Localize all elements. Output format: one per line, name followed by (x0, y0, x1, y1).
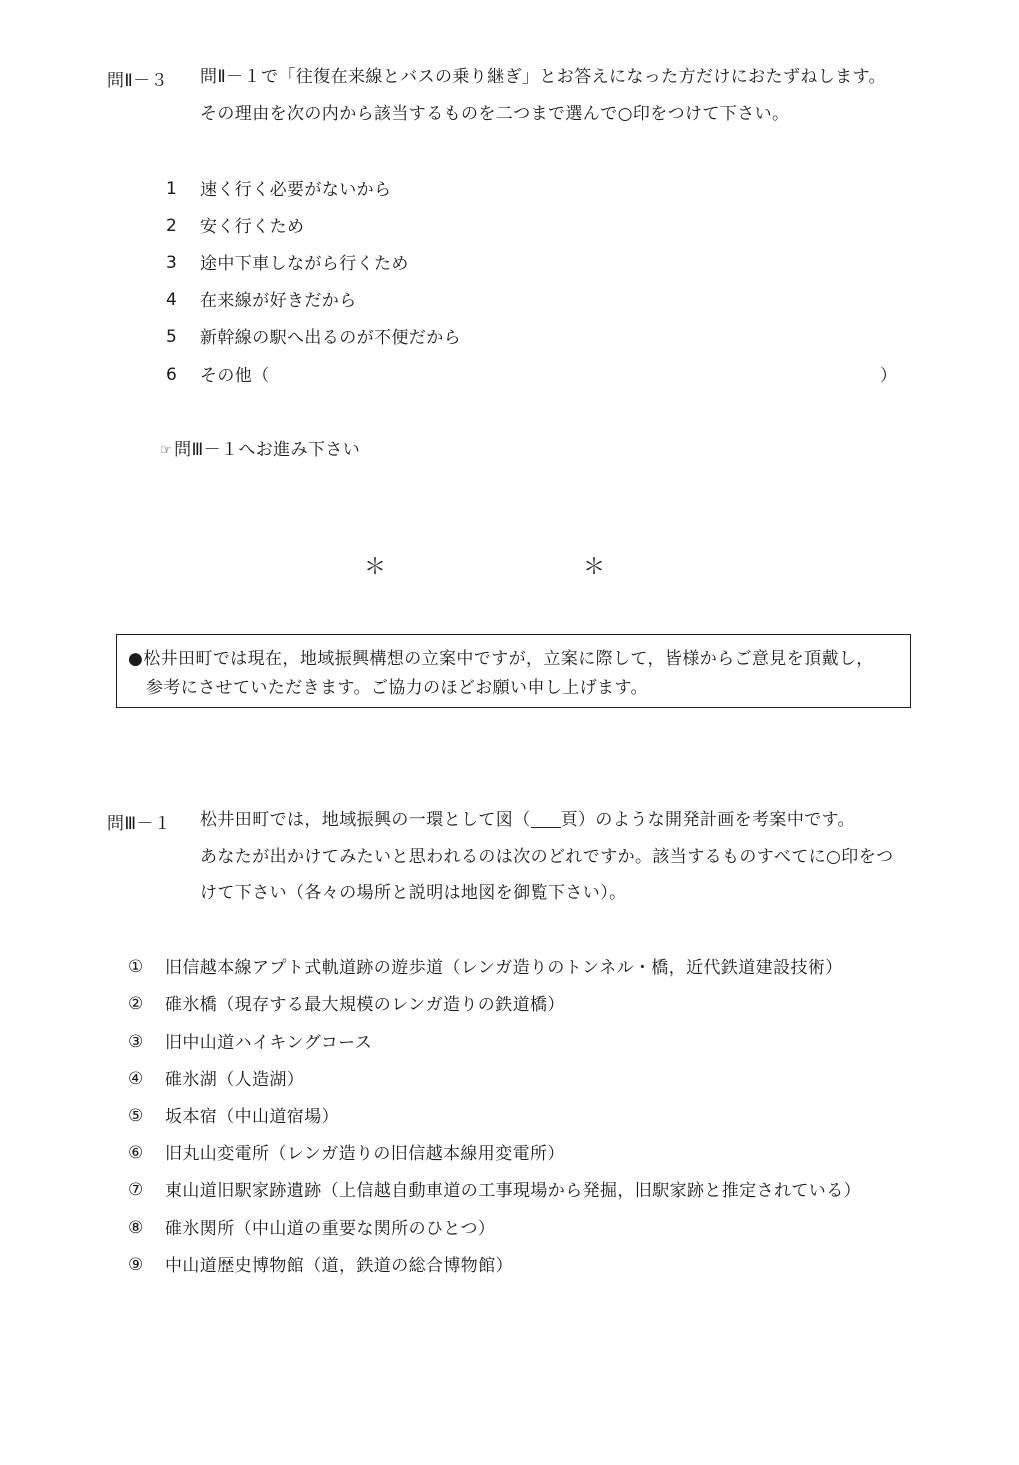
option-number[interactable]: ⑤ (128, 1106, 144, 1126)
question-label-2-3: 問Ⅱ－３ (107, 71, 168, 91)
option-number: 6 (166, 365, 177, 385)
notice-line-1: ●松井田町では現在，地域振興構想の立案中ですが，立案に際して，皆様からご意見を頂戴し， (128, 649, 874, 669)
goto-instruction-text: 問Ⅲ－１へお進み下さい (174, 440, 361, 460)
pointing-hand-icon: ☞ (160, 443, 173, 458)
option-text[interactable]: 在来線が好きだから (200, 291, 357, 311)
option-text[interactable]: 中山道歴史博物館（道，鉄道の総合博物館） (165, 1256, 513, 1276)
question-text-line-1 (200, 809, 855, 831)
other-close-paren: ） (880, 366, 898, 386)
option-number[interactable]: ⑦ (128, 1180, 144, 1200)
question-text-prefix: 松井田町では，地域振興の一環として図（ (200, 810, 531, 830)
option-number[interactable]: ② (128, 994, 144, 1014)
option-number[interactable]: ④ (128, 1069, 144, 1089)
option-text[interactable]: 碓氷湖（人造湖） (165, 1070, 305, 1090)
question-text-line-1: 問Ⅱ－１で「往復在来線とバスの乗り継ぎ」とお答えになった方だけにおたずねします。 (200, 67, 887, 87)
option-text[interactable]: 旧信越本線アプト式軌道跡の遊歩道（レンガ造りのトンネル・橋，近代鉄道建設技術） (165, 958, 843, 978)
option-text[interactable]: 途中下車しながら行くため (200, 254, 409, 274)
goto-instruction (160, 439, 360, 462)
question-text-line-3: けて下さい（各々の場所と説明は地図を御覧下さい）。 (200, 883, 627, 903)
option-text[interactable]: 安く行くため (200, 217, 305, 237)
option-number[interactable]: ⑥ (128, 1143, 144, 1163)
question-page-suffix: 頁） (560, 810, 596, 830)
option-number[interactable]: ① (128, 957, 144, 977)
question-text-line-2: その理由を次の内から該当するものを二つまで選んで○印をつけて下さい。 (200, 104, 790, 124)
option-number: 1 (166, 179, 177, 199)
asterisk-separator-left: ＊ (364, 555, 387, 580)
option-text[interactable]: 碓氷橋（現存する最大規模のレンガ造りの鉄道橋） (165, 995, 565, 1015)
option-number: 2 (166, 216, 177, 236)
option-number[interactable]: ⑨ (128, 1255, 144, 1275)
option-number: 3 (166, 253, 177, 273)
question-text-suffix: のような開発計画を考案中です。 (595, 810, 856, 830)
option-number[interactable]: ⑧ (128, 1218, 144, 1238)
option-text[interactable]: 碓氷関所（中山道の重要な関所のひとつ） (165, 1219, 496, 1239)
page-number-blank (531, 809, 561, 828)
other-write-in-field[interactable] (280, 365, 880, 387)
option-text[interactable]: 東山道旧駅家跡遺跡（上信越自動車道の工事現場から発掘，旧駅家跡と推定されている） (165, 1181, 861, 1201)
option-text-other[interactable]: その他（ (200, 366, 270, 386)
asterisk-separator-right: ＊ (583, 555, 606, 580)
question-text-line-2: あなたが出かけてみたいと思われるのは次のどれですか。該当するものすべてに○印をつ (200, 847, 894, 867)
option-text[interactable]: 旧丸山変電所（レンガ造りの旧信越本線用変電所） (165, 1144, 565, 1164)
option-text[interactable]: 旧中山道ハイキングコース (165, 1033, 373, 1053)
option-number: 5 (166, 327, 177, 347)
option-text[interactable]: 坂本宿（中山道宿場） (165, 1107, 339, 1127)
option-text[interactable]: 速く行く必要がないから (200, 180, 392, 200)
question-label-3-1: 問Ⅲ－１ (107, 814, 172, 834)
option-text[interactable]: 新幹線の駅へ出るのが不便だから (200, 328, 461, 348)
notice-line-2: 参考にさせていただきます。ご協力のほどお願い申し上げます。 (146, 678, 648, 698)
option-number[interactable]: ③ (128, 1032, 144, 1052)
option-number: 4 (166, 290, 177, 310)
